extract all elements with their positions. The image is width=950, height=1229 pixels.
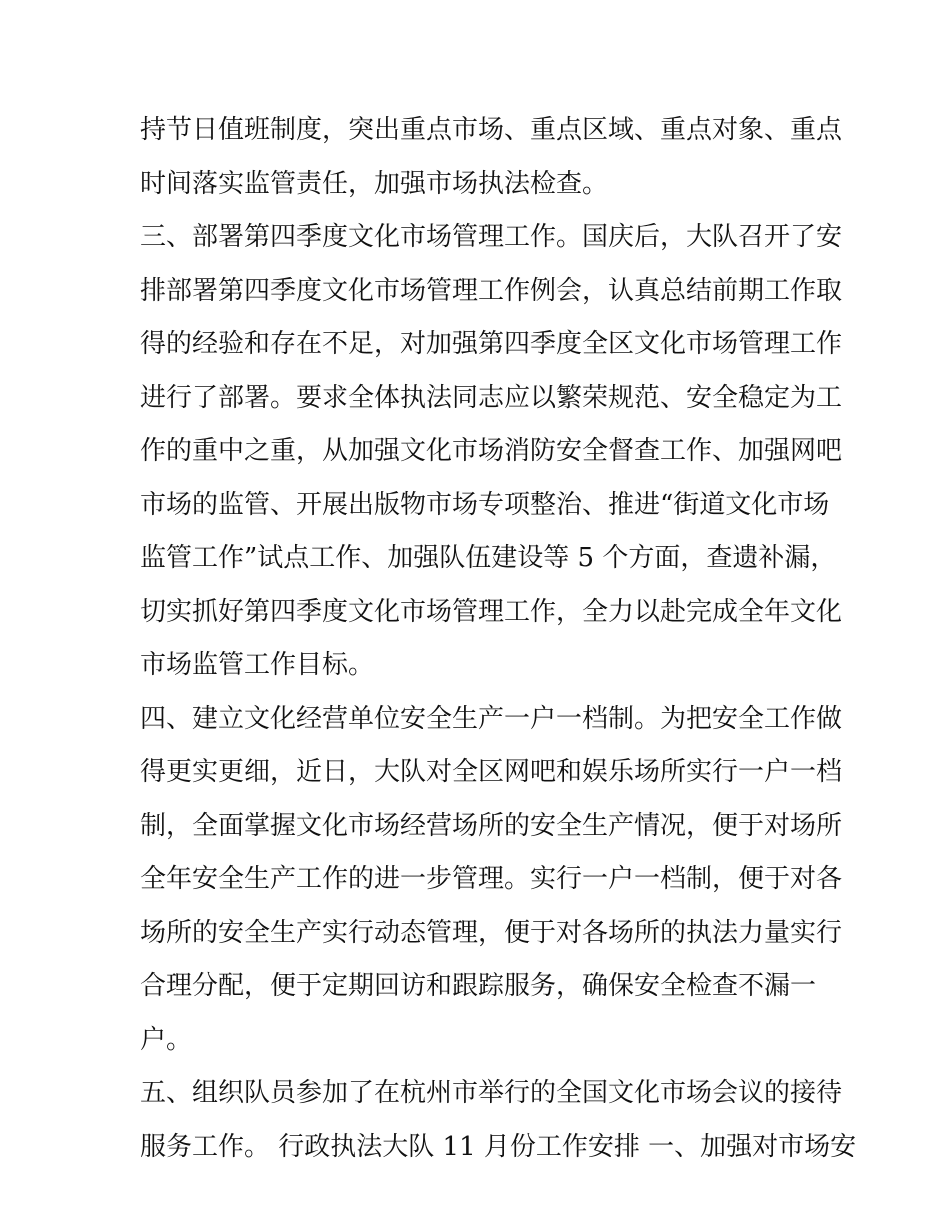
text-line: 排部署第四季度文化市场管理工作例会，认真总结前期工作取 [140, 275, 843, 306]
text-line: 持节日值班制度，突出重点市场、重点区域、重点对象、重点 [140, 115, 843, 145]
text-line: 时间落实监管责任，加强市场执法检查。 [140, 168, 609, 199]
text-line: 场所的安全生产实行动态管理，便于对各场所的执法力量实行 [140, 917, 843, 948]
text-line: 得更实更细，近日，大队对全区网吧和娱乐场所实行一户一档 [140, 757, 843, 787]
text-line: 切实抓好第四季度文化市场管理工作，全力以赴完成全年文化 [140, 596, 843, 627]
text-line: 五、组织队员参加了在杭州市举行的全国文化市场会议的接待 [140, 1078, 843, 1108]
text-line: 四、建立文化经营单位安全生产一户一档制。为把安全工作做 [140, 703, 843, 734]
text-line: 市场监管工作目标。 [140, 650, 375, 680]
text-line: 合理分配，便于定期回访和跟踪服务，确保安全检查不漏一 [140, 971, 817, 1001]
text-line: 得的经验和存在不足，对加强第四季度全区文化市场管理工作 [140, 329, 843, 359]
text-line: 制，全面掌握文化市场经营场所的安全生产情况，便于对场所 [140, 810, 843, 841]
text-line: 作的重中之重，从加强文化市场消防安全督查工作、加强网吧 [140, 436, 843, 466]
text-line: 市场的监管、开展出版物市场专项整治、推进“街道文化市场 [140, 489, 830, 520]
text-line: 全年安全生产工作的进一步管理。实行一户一档制，便于对各 [140, 864, 843, 894]
text-line: 监管工作”试点工作、加强队伍建设等 5 个方面，查遗补漏， [140, 543, 837, 573]
text-line: 三、部署第四季度文化市场管理工作。国庆后，大队召开了安 [140, 222, 843, 252]
body-text [140, 104, 857, 1174]
text-line: 进行了部署。要求全体执法同志应以繁荣规范、安全稳定为工 [140, 382, 843, 413]
text-line: 户。 [140, 1024, 193, 1055]
text-line: 服务工作。 行政执法大队 11 月份工作安排 一、加强对市场安 [140, 1131, 857, 1162]
